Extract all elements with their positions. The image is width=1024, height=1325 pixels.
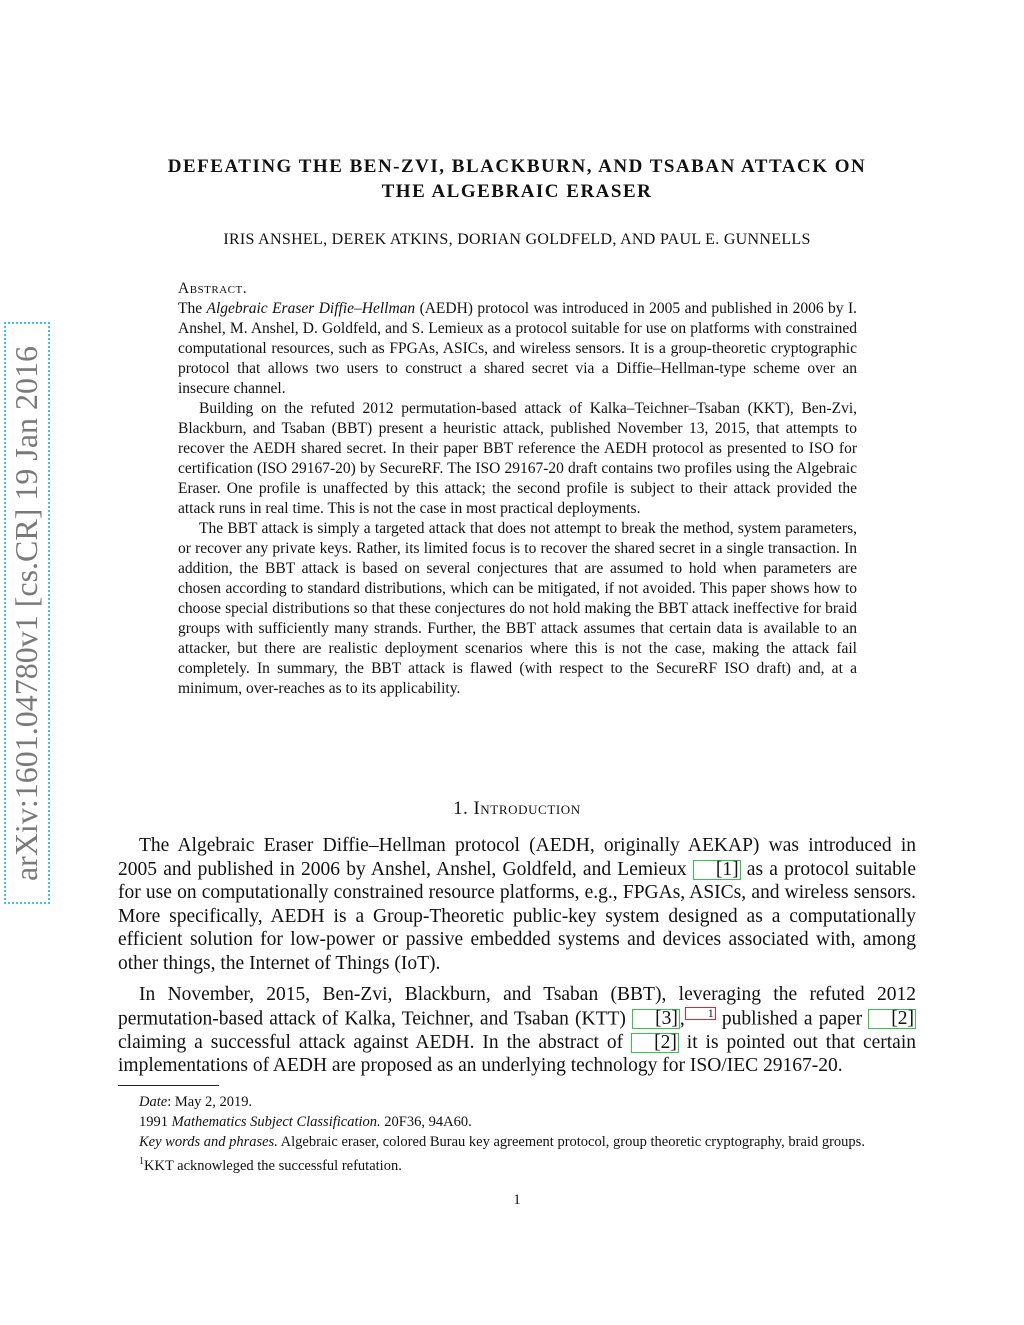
keywords-label: Key words and phrases. (139, 1134, 278, 1150)
citation-link-2[interactable]: [2] (868, 1009, 916, 1029)
msc-value: 20F36, 94A60. (380, 1114, 472, 1130)
intro-p1-text-b: as a protocol suitable for use on computationally constrained resource platforms, e.g., FPGAs, ASICs, and wireless sensors. More specifically, AEDH is a Group-Theoretic public-key system designed as a computationally efficient solution for low-power or passive embedded systems and devices associated with, among other things, the Internet of Things (IoT). (118, 858, 916, 974)
intro-p2-comma: , (679, 1008, 685, 1029)
intro-p2-text-c: claiming a successful attack against AEDH. In the abstract of (118, 1031, 632, 1053)
footnote-keywords (118, 1132, 916, 1152)
date-label: Date (139, 1094, 168, 1110)
protocol-name: Algebraic Eraser Diffie–Hellman (206, 300, 416, 317)
page-number: 1 (513, 1192, 521, 1208)
footnote-1 (118, 1152, 916, 1176)
intro-p2-text-d: it is pointed out that certain implementations of AEDH are proposed as an underlying technology for ISO/IEC 29167-20. (118, 1031, 916, 1076)
arxiv-identifier[interactable] (4, 322, 50, 904)
abstract-p1-pre: The (178, 300, 207, 317)
abstract-paragraph-3: The BBT attack is simply a targeted attack that does not attempt to break the method, system parameters, or recover any private keys. Rather, its limited focus is to recover the shared secret in a single transaction. In addition, the BBT attack is based on several conjectures that are assumed to hold when parameters are chosen according to standard distributions, which can be mitigated, if not avoided. This paper shows how to choose special distributions so that these conjectures do not hold making the BBT attack ineffective for braid groups with sufficiently many strands. Further, the BBT attack assumes that certain data is available to an attacker, but there are realistic deployment scenarios where this is not the case, making the attack fail completely. In summary, the BBT attack is flawed (with respect to the SecureRF ISO draft) and, at a minimum, over-reaches as to its applicability. (178, 520, 857, 697)
section-number: 1. (453, 799, 469, 819)
date-value: : May 2, 2019. (167, 1094, 253, 1110)
abstract (178, 279, 857, 699)
intro-p1-text-a: The Algebraic Eraser Diffie–Hellman protocol (AEDH, originally AEKAP) was introduced in 2005 and published in 2006 by Anshel, Anshel, Goldfeld, and Lemieux (118, 835, 916, 880)
title-line-1: DEFEATING THE BEN-ZVI, BLACKBURN, AND TSABAN ATTACK ON (167, 156, 867, 177)
abstract-paragraph-2: Building on the refuted 2012 permutation-based attack of Kalka–Teichner–Tsaban (KKT), Ben-Zvi, Blackburn, and Tsaban (BBT) present a heuristic attack, published November 13, 2015, that attempts to recover the AEDH shared secret. In their paper BBT reference the AEDH protocol as presented to ISO for certification (ISO 29167-20) by SecureRF. The ISO 29167-20 draft contains two profiles using the Algebraic Eraser. One profile is unaffected by this attack; the second profile is subject to their attack provided the attack runs in real time. This is not the case in most practical deployments. (178, 400, 857, 517)
footnote-date (118, 1092, 916, 1112)
title-line-2: THE ALGEBRAIC ERASER (381, 181, 653, 202)
msc-year: 1991 (139, 1114, 172, 1130)
footnote-1-mark: 1 (139, 1156, 144, 1167)
footnote-link-1[interactable]: 1 (685, 1007, 716, 1020)
section-title: Introduction (473, 799, 581, 819)
keywords-value: Algebraic eraser, colored Burau key agreement protocol, group theoretic cryptography, braid groups. (277, 1134, 865, 1150)
introduction-body (118, 834, 916, 1086)
citation-link-3[interactable]: [3] (632, 1009, 680, 1029)
intro-p2-text-b: published a paper (715, 1008, 869, 1029)
footnote-1-text: KKT acknowleged the successful refutation. (144, 1157, 402, 1174)
citation-link-1[interactable]: [1] (693, 860, 741, 880)
footnote-rule (118, 1085, 219, 1086)
paper-title (100, 154, 934, 204)
abstract-paragraph-1 (178, 299, 857, 399)
abstract-p1-post: (AEDH) protocol was introduced in 2005 and published in 2006 by I. Anshel, M. Anshel, D. Goldfeld, and S. Lemieux as a protocol suitable for use on platforms with constrained computational resources, such as FPGAs, ASICs, and wireless sensors. It is a group-theoretic cryptographic protocol that allows two users to construct a shared secret via a Diffie–Hellman-type scheme over an insecure channel. (178, 300, 857, 397)
footnote-msc (118, 1112, 916, 1132)
author-list: IRIS ANSHEL, DEREK ATKINS, DORIAN GOLDFELD, AND PAUL E. GUNNELLS (223, 231, 811, 248)
msc-label: Mathematics Subject Classification. (171, 1114, 381, 1130)
intro-paragraph-1 (118, 834, 916, 975)
footnotes (118, 1092, 916, 1176)
section-heading (100, 799, 934, 820)
intro-p2-text-a: In November, 2015, Ben-Zvi, Blackburn, and Tsaban (BBT), leveraging the refuted 2012 permutation-based attack of Kalka, Teichner, and Tsaban (KTT) (118, 984, 916, 1029)
citation-link-2-second[interactable]: [2] (631, 1033, 679, 1053)
arxiv-identifier-text: arXiv:1601.04780v1 [cs.CR] 19 Jan 2016 (8, 345, 45, 881)
intro-paragraph-2 (118, 983, 916, 1078)
abstract-heading: Abstract. (178, 280, 248, 297)
